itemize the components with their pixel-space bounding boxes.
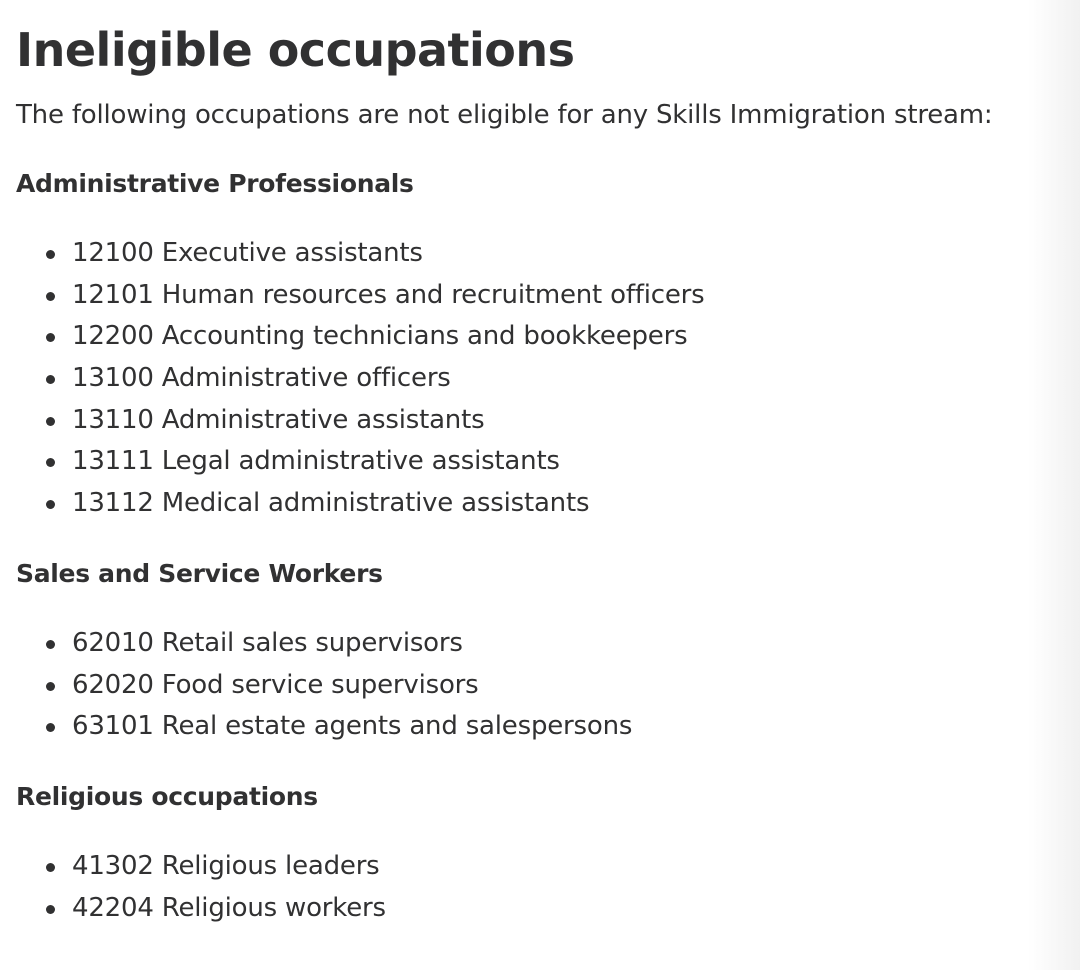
page-title: Ineligible occupations: [16, 23, 575, 77]
page-edge-shadow: [1028, 0, 1080, 970]
list-item: [16, 275, 704, 317]
bullet-icon: [46, 723, 55, 732]
occupation-text: 12101 Human resources and recruitment officers: [72, 279, 705, 310]
list-item: [16, 316, 704, 358]
occupation-text: 13110 Administrative assistants: [72, 404, 485, 435]
occupation-text: 62010 Retail sales supervisors: [72, 628, 463, 658]
occupation-text: 13112 Medical administrative assistants: [72, 488, 590, 519]
bullet-icon: [46, 458, 55, 467]
bullet-icon: [46, 417, 55, 426]
bullet-icon: [46, 863, 55, 872]
list-item: [16, 706, 632, 748]
bullet-icon: [46, 500, 55, 509]
occupation-list-religious: [16, 846, 386, 929]
list-item: [16, 441, 704, 483]
list-item: [16, 888, 386, 930]
occupation-text: 13111 Legal administrative assistants: [72, 446, 560, 477]
list-item: [16, 400, 704, 442]
bullet-icon: [46, 333, 55, 342]
list-item: [16, 623, 632, 665]
bullet-icon: [46, 250, 55, 259]
list-item: [16, 233, 704, 275]
section-heading-administrative: Administrative Professionals: [16, 169, 414, 198]
intro-text: The following occupations are not eligible for any Skills Immigration stream:: [16, 100, 993, 130]
list-item: [16, 665, 632, 707]
occupation-text: 63101 Real estate agents and salespersons: [72, 711, 633, 742]
bullet-icon: [46, 682, 55, 691]
bullet-icon: [46, 905, 55, 914]
bullet-icon: [46, 375, 55, 384]
list-item: [16, 483, 704, 525]
occupation-text: 12200 Accounting technicians and bookkeepers: [72, 321, 688, 352]
section-heading-sales-service: Sales and Service Workers: [16, 559, 383, 588]
occupation-text: 41302 Religious leaders: [72, 851, 380, 881]
occupation-text: 42204 Religious workers: [72, 892, 386, 923]
bullet-icon: [46, 292, 55, 301]
list-item: [16, 846, 386, 888]
occupation-text: 12100 Executive assistants: [72, 238, 423, 268]
occupation-text: 13100 Administrative officers: [72, 363, 451, 394]
occupation-list-sales-service: [16, 623, 632, 748]
list-item: [16, 358, 704, 400]
occupation-text: 62020 Food service supervisors: [72, 669, 479, 700]
bullet-icon: [46, 640, 55, 649]
section-heading-religious: Religious occupations: [16, 782, 318, 811]
occupation-list-administrative: [16, 233, 704, 525]
